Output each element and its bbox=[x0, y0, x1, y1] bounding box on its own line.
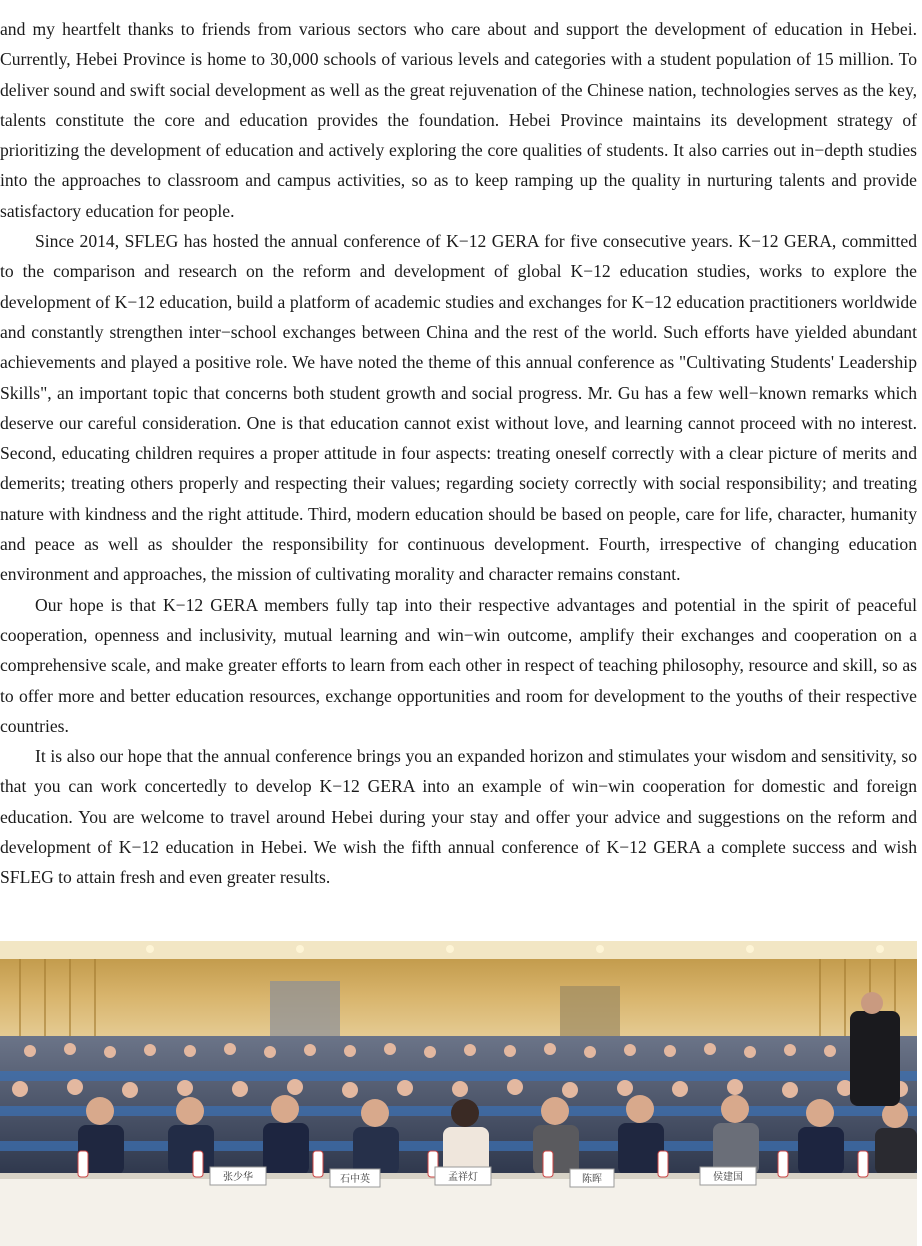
name-card-3: 孟祥灯 bbox=[448, 1172, 478, 1183]
photo-illustration bbox=[0, 941, 917, 1246]
paragraph-1: and my heartfelt thanks to friends from various sectors who care about and support the development of education in Hebei. Currently, Hebei Province is home to 30,000 schools of various levels and categories with a student population of 15 million. To deliver sound and swift social development as well as the great rejuvenation of the Chinese nation, technologies serves as the key, talents constitute the core and education provides the foundation. Hebei Province maintains its development strategy of prioritizing the development of education and actively exploring the core qualities of students. It also carries out in−depth studies into the approaches to classroom and campus activities, so as to keep ramping up the quality in nurturing talents and provide satisfactory education for people. bbox=[0, 19, 917, 221]
paragraph-3: Our hope is that K−12 GERA members fully tap into their respective advantages and potential in the spirit of peaceful cooperation, openness and inclusivity, mutual learning and win−win outcome, amplify their exchanges and cooperation on a comprehensive scale, and make greater efforts to learn from each other in respect of teaching philosophy, resource and skill, so as to offer more and better education resources, exchange opportunities and room for development to the youths of their respective countries. bbox=[0, 594, 917, 736]
article-body bbox=[0, 14, 917, 893]
name-card-5: 侯建国 bbox=[713, 1172, 743, 1183]
name-card-2: 石中英 bbox=[340, 1174, 370, 1185]
name-card-1: 张少华 bbox=[223, 1172, 253, 1183]
paragraph-2: Since 2014, SFLEG has hosted the annual conference of K−12 GERA for five consecutive years. K−12 GERA, committed to the comparison and research on the reform and development of global K−12 education studies, works to explore the development of K−12 education, build a platform of academic studies and exchanges for K−12 education practitioners worldwide and constantly strengthen inter−school exchanges between China and the rest of the world. Such efforts have yielded abundant achievements and played a positive role. We have noted the theme of this annual conference as "Cultivating Students' Leadership Skills", an important topic that concerns both student growth and social progress. Mr. Gu has a few well−known remarks which deserve our careful consideration. One is that education cannot exist without love, and learning cannot proceed with no interest. Second, educating children requires a proper attitude in four aspects: treating oneself correctly with a clear picture of merits and demerits; treating others properly and respecting their values; regarding society correctly with social responsibility; and treating nature with kindness and the right attitude. Third, modern education should be based on people, care for life, character, humanity and peace as well as shoulder the responsibility for continuous development. Fourth, irrespective of changing education environment and approaches, the mission of cultivating morality and character remains constant. bbox=[0, 231, 917, 585]
conference-audience-photo bbox=[0, 941, 917, 1246]
paragraph-4: It is also our hope that the annual conference brings you an expanded horizon and stimulates your wisdom and sensitivity, so that you can work concertedly to develop K−12 GERA into an example of win−win cooperation for domestic and foreign education. You are welcome to travel around Hebei during your stay and offer your advice and suggestions on the reform and development of K−12 education in Hebei. We wish the fifth annual conference of K−12 GERA a complete success and wish SFLEG to attain fresh and even greater results. bbox=[0, 746, 917, 888]
name-card-4: 陈晖 bbox=[582, 1174, 602, 1185]
